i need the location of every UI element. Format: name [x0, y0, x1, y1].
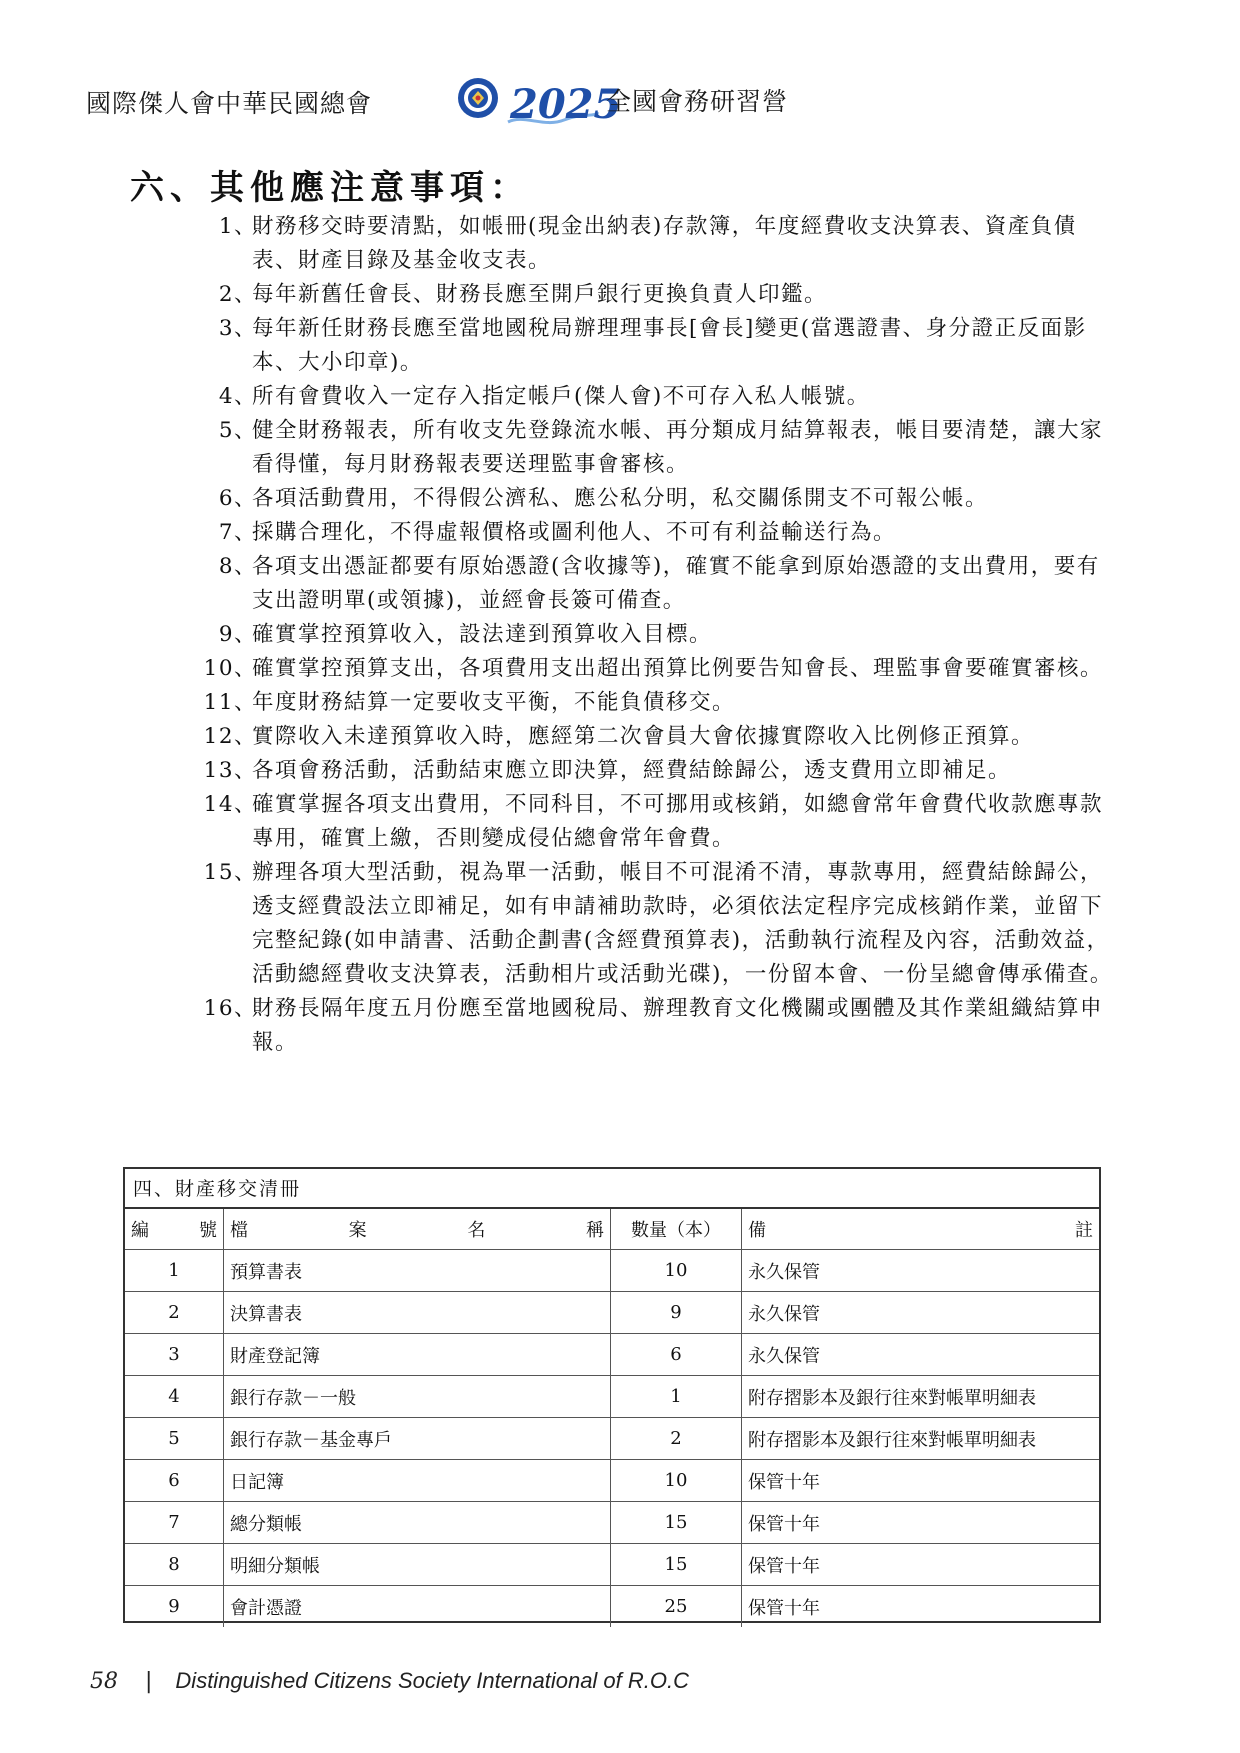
page-number: 58	[90, 1669, 118, 1694]
notice-item-separator: 、	[234, 214, 258, 239]
notice-item	[180, 380, 1120, 414]
notice-list	[180, 210, 1120, 1060]
notice-item-number: 8	[218, 554, 234, 579]
notice-item	[180, 278, 1120, 312]
notice-item	[180, 754, 1120, 788]
register-caption: 四、財產移交清冊	[125, 1169, 1099, 1209]
table-row	[125, 1544, 1099, 1586]
row-quantity: 25	[611, 1586, 742, 1628]
notice-item	[180, 312, 1120, 380]
property-register	[123, 1167, 1101, 1623]
row-remark: 永久保管	[742, 1292, 1100, 1334]
row-file-name: 日記簿	[224, 1460, 611, 1502]
notice-item	[180, 686, 1120, 720]
row-remark: 附存摺影本及銀行往來對帳單明細表	[742, 1376, 1100, 1418]
table-row	[125, 1460, 1099, 1502]
row-remark: 保管十年	[742, 1502, 1100, 1544]
row-quantity: 6	[611, 1334, 742, 1376]
year-text: 2025	[510, 81, 622, 128]
notice-item-text: 各項支出憑証都要有原始憑證(含收據等)，確實不能拿到原始憑證的支出費用，要有支出證明單(或領據)，並經會長簽可備查。	[252, 554, 1100, 613]
notice-item-separator: 、	[234, 690, 258, 715]
row-number: 5	[125, 1418, 224, 1460]
header-char: 稱	[585, 1220, 604, 1241]
society-emblem-icon	[456, 76, 500, 120]
camp-title: 全國會務研習營	[606, 87, 789, 116]
notice-item-separator: 、	[234, 384, 258, 409]
row-number: 4	[125, 1376, 224, 1418]
table-row	[125, 1334, 1099, 1376]
table-row	[125, 1292, 1099, 1334]
notice-item-number: 14	[203, 792, 234, 817]
row-file-name: 銀行存款－一般	[224, 1376, 611, 1418]
notice-item-number: 3	[218, 316, 234, 341]
header-note	[742, 1209, 1100, 1250]
notice-item-text: 確實掌控預算支出，各項費用支出超出預算比例要告知會長、理監事會要確實審核。	[252, 656, 1104, 681]
notice-item	[180, 618, 1120, 652]
notice-item	[180, 652, 1120, 686]
register-header-row	[125, 1209, 1099, 1250]
header-char: 註	[1075, 1220, 1093, 1241]
table-row	[125, 1376, 1099, 1418]
row-quantity: 10	[611, 1250, 742, 1292]
table-row	[125, 1502, 1099, 1544]
notice-item	[180, 856, 1120, 992]
register-table	[125, 1209, 1099, 1627]
notice-item-separator: 、	[234, 282, 258, 307]
notice-item-text: 所有會費收入一定存入指定帳戶(傑人會)不可存入私人帳號。	[252, 384, 870, 409]
header-name	[224, 1209, 611, 1250]
table-row	[125, 1586, 1099, 1628]
row-quantity: 10	[611, 1460, 742, 1502]
row-file-name: 明細分類帳	[224, 1544, 611, 1586]
notice-item-separator: 、	[234, 860, 258, 885]
notice-item-number: 10	[203, 656, 234, 681]
notice-item-number: 13	[203, 758, 234, 783]
notice-item-number: 15	[203, 860, 234, 885]
notice-item-separator: 、	[234, 520, 258, 545]
notice-item-text: 財務長隔年度五月份應至當地國稅局、辦理教育文化機關或團體及其作業組織結算申報。	[252, 996, 1104, 1055]
row-quantity: 9	[611, 1292, 742, 1334]
header-qty: 數量（本）	[611, 1209, 742, 1250]
notice-item-separator: 、	[234, 792, 258, 817]
row-file-name: 財產登記簿	[224, 1334, 611, 1376]
notice-item-separator: 、	[234, 554, 258, 579]
row-remark: 保管十年	[742, 1586, 1100, 1628]
notice-item-text: 採購合理化，不得虛報價格或圖利他人、不可有利益輸送行為。	[252, 520, 897, 545]
notice-item	[180, 992, 1120, 1060]
notice-item-text: 各項會務活動，活動結束應立即決算，經費結餘歸公，透支費用立即補足。	[252, 758, 1012, 783]
notice-item-number: 1	[218, 214, 234, 239]
organization-name: 國際傑人會中華民國總會	[86, 89, 373, 118]
row-remark: 附存摺影本及銀行往來對帳單明細表	[742, 1418, 1100, 1460]
notice-item	[180, 550, 1120, 618]
notice-item-number: 12	[203, 724, 234, 749]
notice-item	[180, 210, 1120, 278]
header-char: 名	[467, 1220, 486, 1241]
notice-item-text: 健全財務報表，所有收支先登錄流水帳、再分類成月結算報表，帳目要清楚，讓大家看得懂，每月財務報表要送理監事會審核。	[252, 418, 1104, 477]
row-file-name: 會計憑證	[224, 1586, 611, 1628]
notice-item-text: 確實掌控預算收入，設法達到預算收入目標。	[252, 622, 713, 647]
notice-item	[180, 482, 1120, 516]
section-title: 六、其他應注意事項：	[130, 168, 530, 208]
row-number: 7	[125, 1502, 224, 1544]
header-char: 編	[131, 1220, 149, 1241]
table-row	[125, 1418, 1099, 1460]
page-header	[86, 70, 1086, 134]
notice-item	[180, 516, 1120, 550]
notice-item-number: 7	[218, 520, 234, 545]
header-char: 備	[748, 1220, 766, 1241]
row-file-name: 銀行存款－基金專戶	[224, 1418, 611, 1460]
header-no	[125, 1209, 224, 1250]
notice-item-text: 年度財務結算一定要收支平衡，不能負債移交。	[252, 690, 736, 715]
row-remark: 保管十年	[742, 1460, 1100, 1502]
table-row	[125, 1250, 1099, 1292]
notice-item-separator: 、	[234, 758, 258, 783]
notice-item-separator: 、	[234, 486, 258, 511]
row-remark: 永久保管	[742, 1334, 1100, 1376]
notice-item-separator: 、	[234, 996, 258, 1021]
row-number: 9	[125, 1586, 224, 1628]
notice-item-separator: 、	[234, 656, 258, 681]
row-file-name: 預算書表	[224, 1250, 611, 1292]
footer-separator: |	[145, 1669, 153, 1694]
row-remark: 保管十年	[742, 1544, 1100, 1586]
row-number: 2	[125, 1292, 224, 1334]
notice-item-number: 11	[203, 690, 234, 715]
row-quantity: 15	[611, 1502, 742, 1544]
notice-item-text: 實際收入未達預算收入時，應經第二次會員大會依據實際收入比例修正預算。	[252, 724, 1035, 749]
notice-item-number: 5	[218, 418, 234, 443]
notice-item-text: 每年新舊任會長、財務長應至開戶銀行更換負責人印鑑。	[252, 282, 828, 307]
notice-item-number: 2	[218, 282, 234, 307]
notice-item	[180, 414, 1120, 482]
header-char: 檔	[230, 1220, 248, 1241]
row-quantity: 1	[611, 1376, 742, 1418]
notice-item-text: 財務移交時要清點，如帳冊(現金出納表)存款簿，年度經費收支決算表、資產負債表、財產目錄及基金收支表。	[252, 214, 1077, 273]
notice-item-separator: 、	[234, 316, 258, 341]
notice-item	[180, 788, 1120, 856]
publication-name: Distinguished Citizens Society International of R.O.C	[175, 1668, 689, 1693]
row-file-name: 總分類帳	[224, 1502, 611, 1544]
row-number: 3	[125, 1334, 224, 1376]
row-quantity: 2	[611, 1418, 742, 1460]
notice-item-text: 各項活動費用，不得假公濟私、應公私分明，私交關係開支不可報公帳。	[252, 486, 989, 511]
row-file-name: 決算書表	[224, 1292, 611, 1334]
notice-item-number: 6	[218, 486, 234, 511]
notice-item-separator: 、	[234, 622, 258, 647]
header-char: 案	[348, 1220, 367, 1241]
notice-item-number: 4	[218, 384, 234, 409]
notice-item-text: 辦理各項大型活動，視為單一活動，帳目不可混淆不清，專款專用，經費結餘歸公，透支經費設法立即補足，如有申請補助款時，必須依法定程序完成核銷作業，並留下完整紀錄(如申請書、活動企劃書(含經費預算表)，活動執行流程及內容，活動效益，活動總經費收支決算表，活動相片或活動光碟)，一份留本會、一份呈總會傳承備查。	[252, 860, 1113, 987]
row-number: 6	[125, 1460, 224, 1502]
row-quantity: 15	[611, 1544, 742, 1586]
notice-item-separator: 、	[234, 724, 258, 749]
notice-item	[180, 720, 1120, 754]
year-2025-logo	[504, 70, 622, 132]
notice-item-separator: 、	[234, 418, 258, 443]
notice-item-text: 確實掌握各項支出費用，不同科目，不可挪用或核銷，如總會常年會費代收款應專款專用，確實上繳，否則變成侵佔總會常年會費。	[252, 792, 1104, 851]
row-remark: 永久保管	[742, 1250, 1100, 1292]
notice-item-text: 每年新任財務長應至當地國稅局辦理理事長[會長]變更(當選證書、身分證正反面影本、大小印章)。	[252, 316, 1087, 375]
page-footer	[90, 1668, 689, 1694]
row-number: 1	[125, 1250, 224, 1292]
row-number: 8	[125, 1544, 224, 1586]
notice-item-number: 16	[203, 996, 234, 1021]
notice-item-number: 9	[218, 622, 234, 647]
header-char: 號	[199, 1220, 217, 1241]
